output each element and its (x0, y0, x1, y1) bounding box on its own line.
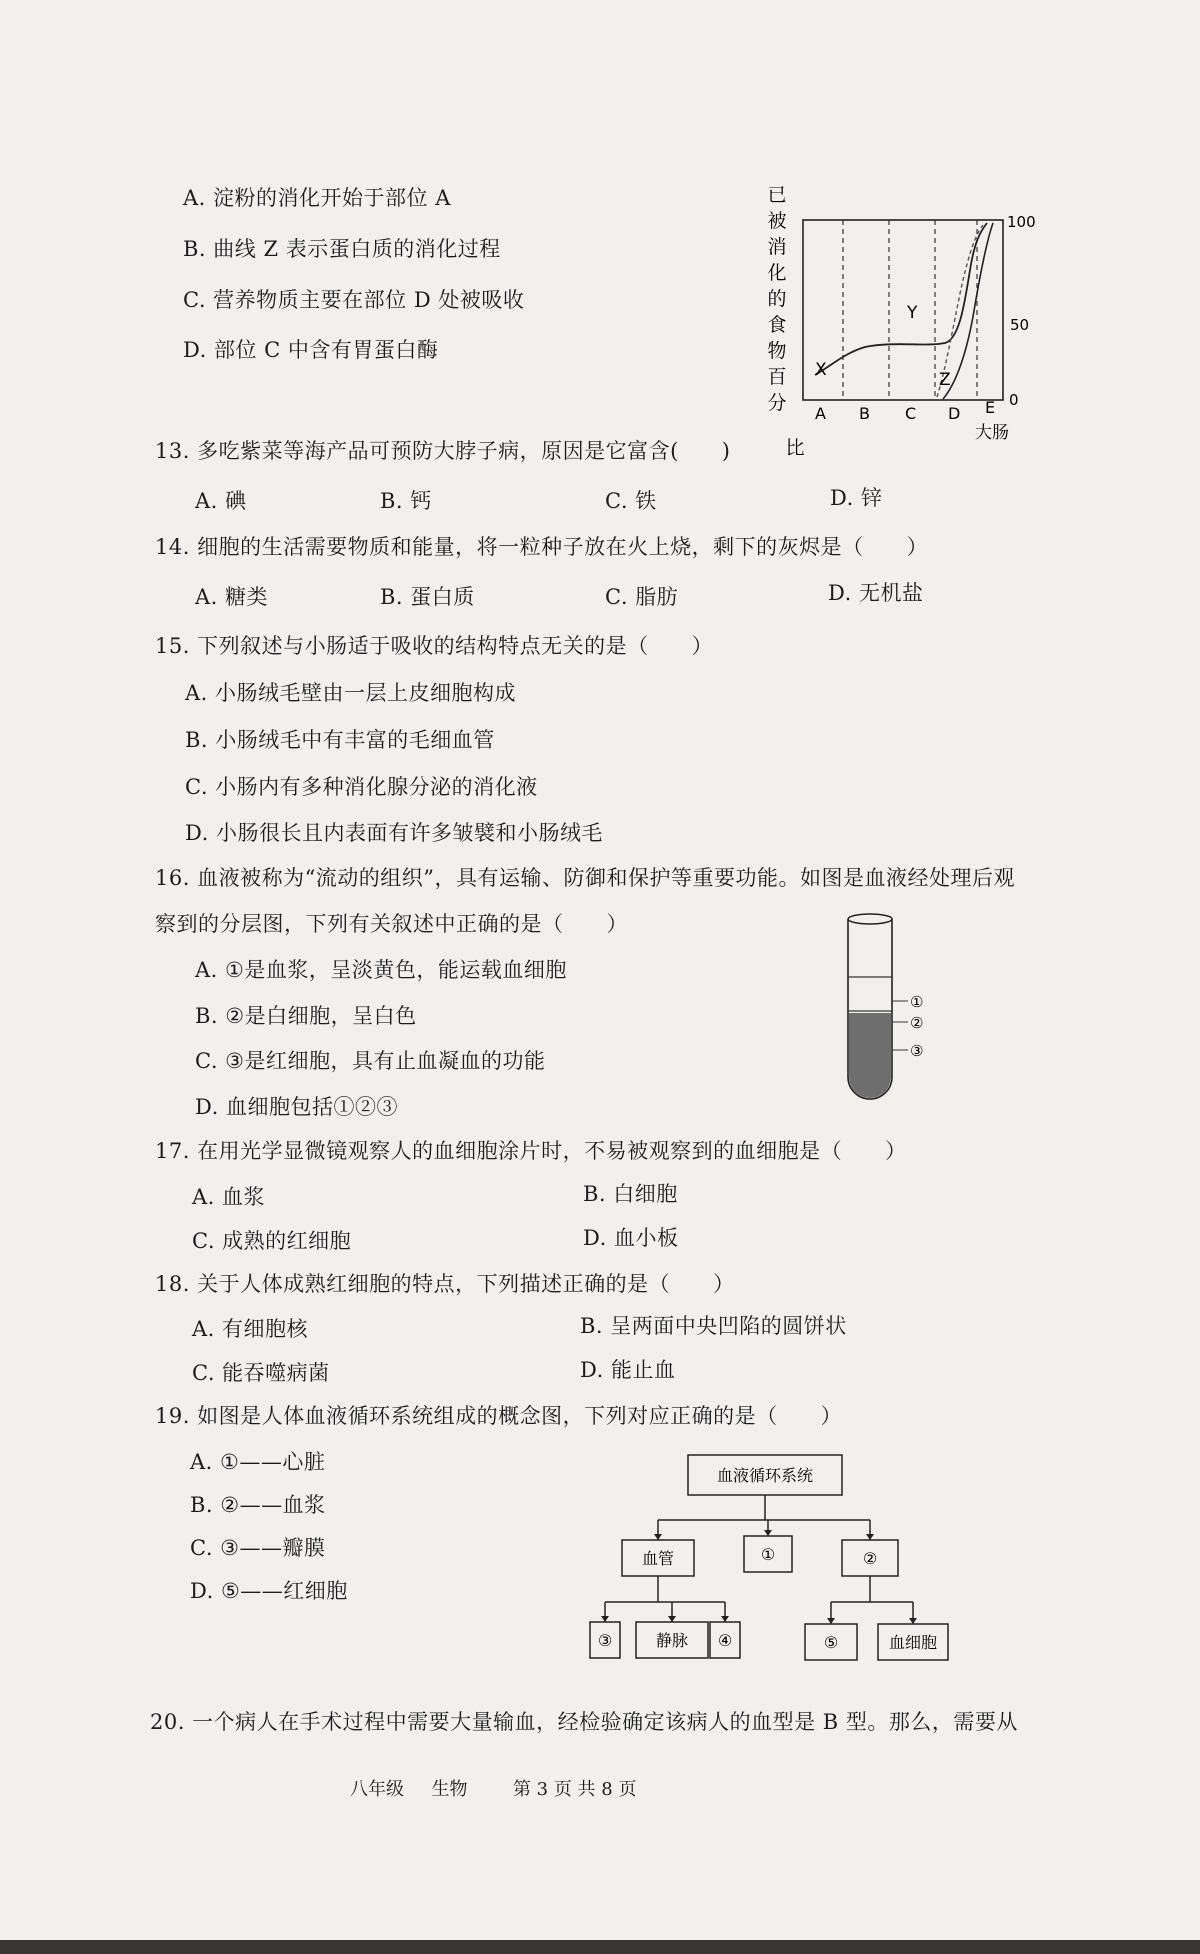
q19-option-a: A. ①——心脏 (190, 1450, 326, 1474)
q17-option-d: D. 血小板 (583, 1226, 679, 1250)
q16-option-b: B. ②是白细胞，呈白色 (195, 1004, 417, 1028)
node-2-label: ② (862, 1549, 878, 1568)
q17-option-c: C. 成熟的红细胞 (192, 1229, 352, 1253)
root-label: 血液循环系统 (716, 1466, 814, 1485)
vessels-label: 血管 (641, 1549, 675, 1568)
curve-label-x: X (815, 360, 827, 380)
tick-label-100: 100 (1007, 213, 1036, 231)
node-1-label: ① (760, 1545, 776, 1564)
section-label-b: B (859, 404, 870, 423)
q17-option-a: A. 血浆 (192, 1185, 266, 1209)
q13-stem: 13. 多吃紫菜等海产品可预防大脖子病，原因是它富含( ) (155, 439, 731, 463)
q12-option-d: D. 部位 C 中含有胃蛋白酶 (183, 338, 439, 362)
tube-label-2: ② (910, 1014, 924, 1032)
q14-option-c: C. 脂肪 (605, 585, 679, 609)
q13-option-a: A. 碘 (195, 489, 247, 513)
q13-option-d: D. 锌 (830, 486, 883, 510)
q20-stem: 20. 一个病人在手术过程中需要大量输血，经检验确定该病人的血型是 B 型。那么，需要从 (150, 1710, 1018, 1734)
q17-option-b: B. 白细胞 (583, 1182, 678, 1206)
q19-option-c: C. ③——瓣膜 (190, 1536, 326, 1560)
page-footer (350, 1775, 636, 1801)
ylabel-char: 百 (767, 366, 787, 388)
q16-option-d: D. 血细胞包括①②③ (195, 1095, 398, 1119)
q14-option-d: D. 无机盐 (828, 581, 924, 605)
q18-option-b: B. 呈两面中央凹陷的圆饼状 (580, 1314, 847, 1338)
scan-bottom-edge (0, 1940, 1200, 1954)
ylabel-char: 消 (767, 236, 787, 258)
blood-test-tube (830, 905, 940, 1105)
ylabel-char: 食 (767, 314, 787, 336)
tick-label-0: 0 (1009, 391, 1019, 409)
q15-option-d: D. 小肠很长且内表面有许多皱襞和小肠绒毛 (185, 821, 603, 845)
q17-stem: 17. 在用光学显微镜观察人的血细胞涂片时，不易被观察到的血细胞是（ ） (155, 1139, 907, 1163)
chart-ylabel (767, 184, 804, 455)
q18-stem: 18. 关于人体成熟红细胞的特点，下列描述正确的是（ ） (155, 1272, 735, 1296)
tube-red-cell-layer (849, 1013, 891, 1098)
tube-label-3: ③ (910, 1042, 924, 1060)
ylabel-char: 的 (767, 288, 787, 310)
ylabel-char: 被 (767, 210, 787, 232)
q14-stem: 14. 细胞的生活需要物质和能量，将一粒种子放在火上烧，剩下的灰烬是（ ） (155, 535, 929, 559)
node-3-label: ③ (597, 1631, 613, 1650)
curve-label-y: Y (907, 303, 918, 323)
q15-option-b: B. 小肠绒毛中有丰富的毛细血管 (185, 728, 495, 752)
veins-label: 静脉 (655, 1631, 689, 1650)
q15-option-c: C. 小肠内有多种消化腺分泌的消化液 (185, 775, 538, 799)
footer-page-number: 第 3 页 共 8 页 (512, 1779, 637, 1800)
section-label-c: C (905, 404, 917, 423)
q19-stem: 19. 如图是人体血液循环系统组成的概念图，下列对应正确的是（ ） (155, 1404, 843, 1428)
ylabel-char: 物 (767, 340, 787, 362)
section-label-e: E (985, 398, 996, 417)
q12-option-a: A. 淀粉的消化开始于部位 A (183, 186, 451, 210)
node-4-label: ④ (717, 1631, 733, 1650)
q12-option-b: B. 曲线 Z 表示蛋白质的消化过程 (183, 237, 501, 261)
curve-label-z: Z (939, 370, 951, 390)
q15-stem: 15. 下列叙述与小肠适于吸收的结构特点无关的是（ ） (155, 634, 714, 658)
chart-frame (803, 220, 1003, 400)
section-label-d: D (948, 404, 961, 423)
tube-label-1: ① (910, 993, 924, 1011)
q18-option-c: C. 能吞噬病菌 (192, 1361, 330, 1385)
ylabel-char: 化 (767, 262, 787, 284)
ylabel-char: 已 (767, 184, 787, 206)
circulatory-system-diagram (580, 1450, 960, 1670)
blood-cells-label: 血细胞 (888, 1633, 938, 1652)
section-label-a: A (815, 404, 826, 423)
ylabel-char: 比 (785, 437, 805, 455)
q16-option-c: C. ③是红细胞，具有止血凝血的功能 (195, 1049, 546, 1073)
curve-x (815, 223, 987, 375)
tick-label-50: 50 (1010, 316, 1030, 334)
q19-option-b: B. ②——血浆 (190, 1493, 326, 1517)
footer-grade: 八年级 (350, 1779, 404, 1800)
q16-option-a: A. ①是血浆，呈淡黄色，能运载血细胞 (195, 958, 567, 982)
footer-subject: 生物 (431, 1779, 468, 1800)
q16-stem-line1: 16. 血液被称为“流动的组织”，具有运输、防御和保护等重要功能。如图是血液经处理后观 (155, 866, 1016, 890)
ylabel-char: 分 (767, 392, 787, 414)
tube-rim (848, 914, 892, 924)
q13-option-c: C. 铁 (605, 489, 657, 513)
q19-option-d: D. ⑤——红细胞 (190, 1579, 348, 1603)
digestion-chart (755, 175, 1055, 455)
q14-option-b: B. 蛋白质 (380, 585, 475, 609)
xlabel-large-intestine: 大肠 (975, 423, 1009, 443)
node-5-label: ⑤ (823, 1633, 839, 1652)
q16-stem-line2: 察到的分层图，下列有关叙述中正确的是（ ） (155, 912, 628, 936)
q15-option-a: A. 小肠绒毛壁由一层上皮细胞构成 (185, 681, 517, 705)
q12-option-c: C. 营养物质主要在部位 D 处被吸收 (183, 288, 525, 312)
q18-option-a: A. 有细胞核 (192, 1317, 309, 1341)
q14-option-a: A. 糖类 (195, 585, 269, 609)
q13-option-b: B. 钙 (380, 489, 432, 513)
q18-option-d: D. 能止血 (580, 1358, 676, 1382)
